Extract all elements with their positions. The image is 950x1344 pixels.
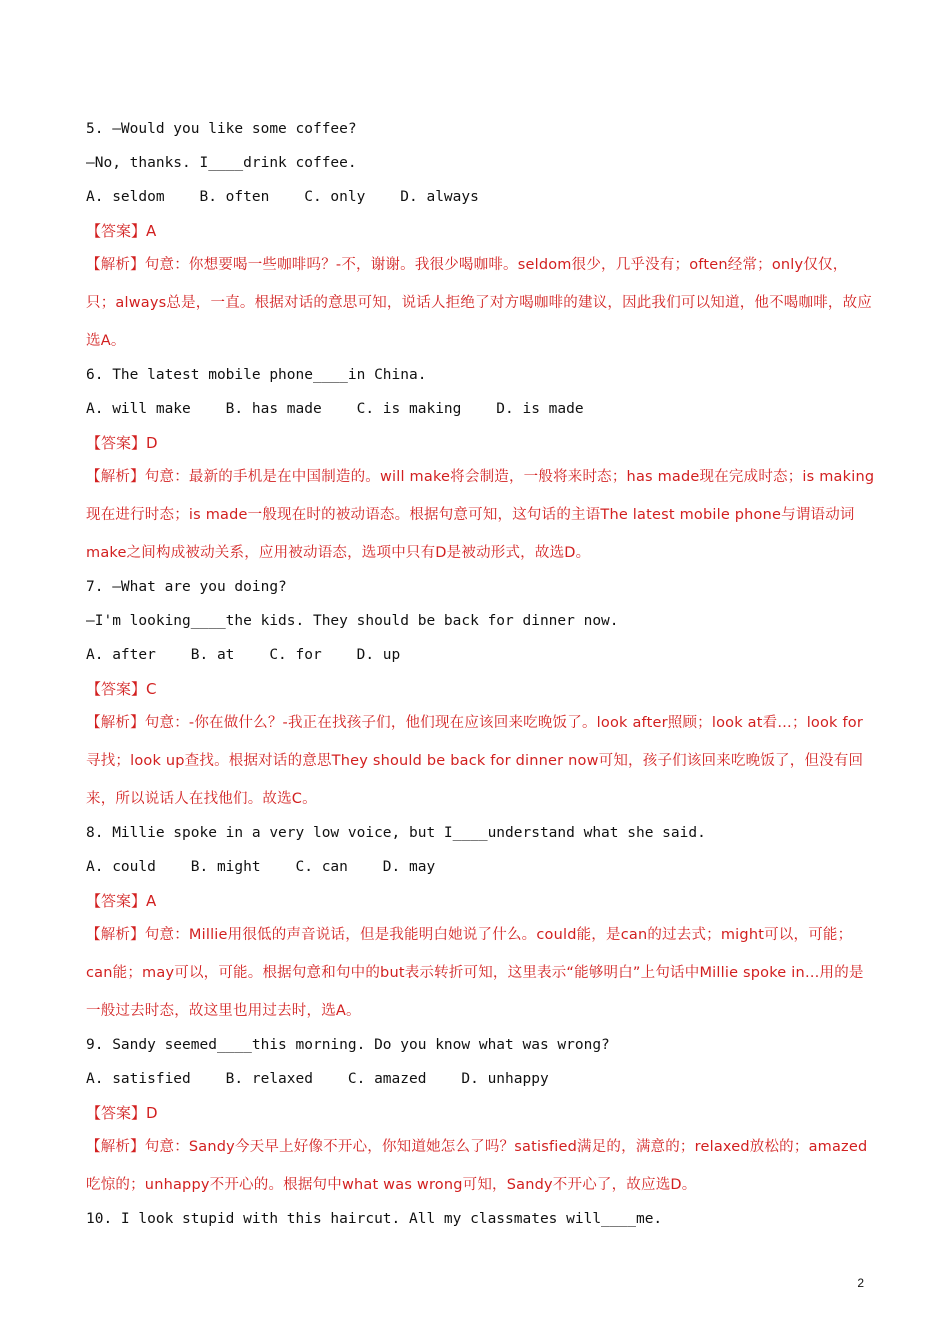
question-stem: 8. Millie spoke in a very low voice, but I____understand what she said. [86, 825, 706, 841]
question-options: A. seldom B. often C. only D. always [86, 189, 479, 205]
question-stem: 9. Sandy seemed____this morning. Do you know what was wrong? [86, 1037, 610, 1053]
question-options: A. satisfied B. relaxed C. amazed D. unhappy [86, 1071, 549, 1087]
question-block [86, 570, 876, 818]
question-options: A. will make B. has made C. is making D. is made [86, 401, 584, 417]
question-stem: 6. The latest mobile phone____in China. [86, 367, 427, 383]
question-stem: 7. —What are you doing? [86, 579, 287, 595]
question-options: A. could B. might C. can D. may [86, 859, 436, 875]
page-number: 2 [857, 1276, 864, 1290]
question-stem-reply: —No, thanks. I____drink coffee. [86, 155, 357, 171]
answer-explanation: 【解析】句意：Sandy今天早上好像不开心，你知道她怎么了吗？satisfied满足的，满意的；relaxed放松的；amazed吃惊的；unhappy不开心的。根据句中what was wrong可知，Sandy不开心了，故应选D。 [86, 1139, 868, 1193]
question-stem: 5. —Would you like some coffee? [86, 121, 357, 137]
question-stem-trailing: 10. I look stupid with this haircut. All my classmates will____me. [86, 1211, 663, 1227]
answer-explanation: 【解析】句意：最新的手机是在中国制造的。will make将会制造，一般将来时态；has made现在完成时态；is making现在进行时态；is made一般现在时的被动语态。根据句意可知，这句话的主语The latest mobile phone与谓语动词make之间构成被动关系，应用被动语态，选项中只有D是被动形式，故选D。 [86, 469, 875, 561]
answer-label: 【答案】C [86, 680, 157, 698]
answer-label: 【答案】D [86, 1104, 158, 1122]
answer-label: 【答案】A [86, 222, 157, 240]
answer-explanation: 【解析】句意：-你在做什么？-我正在找孩子们，他们现在应该回来吃晚饭了。look after照顾；look at看…；look for寻找；look up查找。根据对话的意思They should be back for dinner now可知，孩子们该回来吃晚饭了，但没有回来，所以说话人在找他们。故选C。 [86, 715, 864, 807]
question-block [86, 358, 876, 572]
question-block [86, 1028, 876, 1204]
question-options: A. after B. at C. for D. up [86, 647, 401, 663]
answer-label: 【答案】A [86, 892, 157, 910]
question-stem-reply: —I'm looking____the kids. They should be back for dinner now. [86, 613, 619, 629]
answer-explanation: 【解析】句意：你想要喝一些咖啡吗？-不，谢谢。我很少喝咖啡。seldom很少，几乎没有；often经常；only仅仅，只；always总是，一直。根据对话的意思可知，说话人拒绝了对方喝咖啡的建议，因此我们可以知道，他不喝咖啡，故应选A。 [86, 257, 872, 349]
question-list [86, 112, 876, 1236]
question-block [86, 816, 876, 1030]
answer-label: 【答案】D [86, 434, 158, 452]
answer-explanation: 【解析】句意：Millie用很低的声音说话，但是我能明白她说了什么。could能，是can的过去式；might可以，可能；can能；may可以，可能。根据句意和句中的but表示转折可知，这里表示“能够明白”上句话中Millie spoke in…用的是一般过去时态，故这里也用过去时，选A。 [86, 927, 864, 1019]
question-block [86, 112, 876, 360]
